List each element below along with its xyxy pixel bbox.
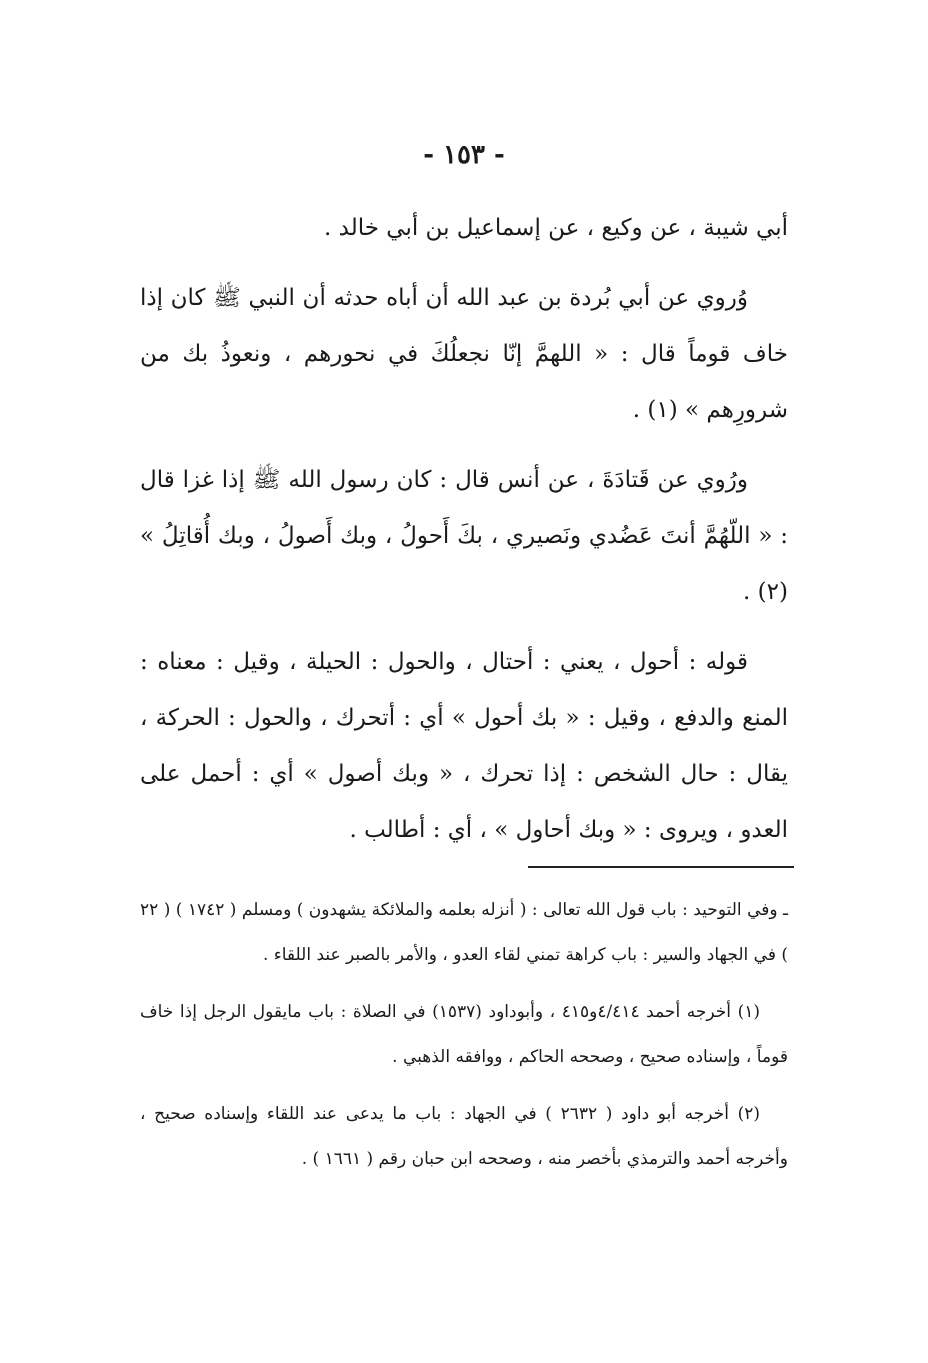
main-text [140,200,788,872]
paragraph-hadith-anas: ورُوي عن قَتادَةَ ، عن أنس قال : كان رسول الله ﷺ إذا غزا قال : « اللّهُمَّ أنتَ عَضُدي ونَصيري ، بكَ أَحولُ ، وبك أَصولُ ، وبك أُقاتِلُ » (٢) . [140,467,788,605]
footnote-1: (١) أخرجه أحمد ٤/٤١٤و٤١٥ ، وأبوداود (١٥٣٧) في الصلاة : باب مايقول الرجل إذا خاف قوماً ، وإسناده صحيح ، وصححه الحاكم ، ووافقه الذهبي . [140,1002,788,1067]
paragraph-hadith-abu-burda: وُروي عن أبي بُردة بن عبد الله أن أباه حدثه أن النبي ﷺ كان إذا خاف قوماً قال : « اللهمَّ إنّا نجعلُكَ في نحورهم ، ونعوذُ بك من شرورِهم » (١) . [140,285,788,423]
paragraph-continuation: أبي شيبة ، عن وكيع ، عن إسماعيل بن أبي خالد . [324,215,788,241]
paragraph-explanation: قوله : أحول ، يعني : أحتال ، والحول : الحيلة ، وقيل : معناه : المنع والدفع ، وقيل : « بك أحول » أي : أتحرك ، والحول : الحركة ، يقال : حال الشخص : إذا تحرك ، « وبك أصول » أي : أحمل على العدو ، ويروى : « وبك أحاول » ، أي : أطالب . [140,649,788,843]
footnote-continuation: ـ وفي التوحيد : باب قول الله تعالى : ( أنزله بعلمه والملائكة يشهدون ) ومسلم ( ١٧٤٢ ) ( ٢٢ ) في الجهاد والسير : باب كراهة تمني لقاء العدو ، والأمر بالصبر عند اللقاء . [140,900,788,965]
footnotes [140,888,788,1194]
footnote-2: (٢) أخرجه أبو داود ( ٢٦٣٢ ) في الجهاد : باب ما يدعى عند اللقاء وإسناده صحيح ، وأخرجه أحمد والترمذي بأخصر منه ، وصححه ابن حبان رقم ( ١٦٦١ ) . [140,1104,788,1169]
page-number: - ١٥٣ - [423,140,505,170]
footnote-divider [528,866,794,868]
